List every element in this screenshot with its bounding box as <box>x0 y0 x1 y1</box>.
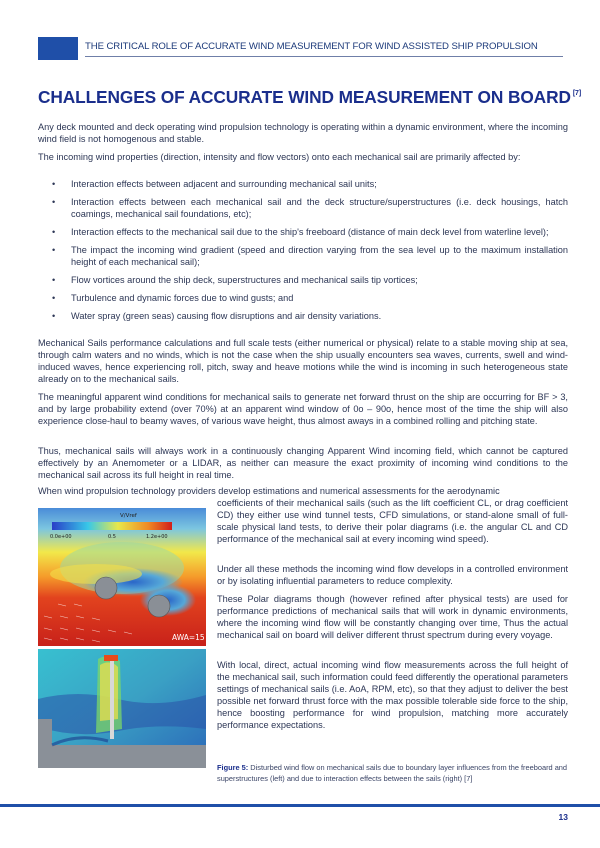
body-paragraph-8: These Polar diagrams though (however refined after physical tests) are used for performance predictions of mechanical sails that will work in dynamic environments, where the incoming wind flow will be constantly changing over time, Thus the actual mechanical sail on board will deliver different thrust spectrum during every voyage. <box>217 594 568 640</box>
page-title <box>38 87 581 108</box>
list-item-text: Water spray (green seas) causing flow disruptions and air density variations. <box>71 311 382 321</box>
colorbar-tick-mid: 0.5 <box>108 534 116 540</box>
page-number: 13 <box>558 812 568 822</box>
body-paragraph-4: The meaningful apparent wind conditions for mechanical sails to generate net forward thrust on the ship are occurring for BF > 3, and by large probability extend (over 70%) at an apparent wind window of 0o – 90o, hence most of the time the ship will also experience close-haul to beamy waves, of various wave height, thus almost aways in a combined rolling and pitching state. <box>38 392 568 426</box>
cfd-freeboard-image <box>38 649 206 768</box>
body-paragraph-6: coefficients of their mechanical sails (such as the lift coefficient CL, or drag coefficient CD) they either use wind tunnel tests, CFD simulations, or stand-alone small of full-scale physical land tests, to derive their polar diagrams (i.e. the angular CL and CD performance of the mechanical sail at every incoming wind speed). <box>217 498 568 544</box>
body-paragraph-5: Thus, mechanical sails will always work in a continuously changing Apparent Wind incoming field, which cannot be captured effectively by an Anemometer or a LIDAR, as neither can measure the exact proximity of incoming wind conditions to the mechanical sail across its full height in real time. <box>38 446 568 480</box>
cfd-two-sails-svg <box>38 508 212 646</box>
list-item <box>38 310 568 322</box>
colorbar-tick-min: 0.0e+00 <box>50 534 72 540</box>
bullet-icon: • <box>52 245 56 255</box>
header-rule <box>85 56 563 57</box>
list-item <box>38 292 568 304</box>
bullet-icon: • <box>52 227 56 237</box>
list-item-text: Interaction effects between adjacent and surrounding mechanical sail units; <box>71 179 377 189</box>
list-item <box>38 226 568 238</box>
body-paragraph-7: Under all these methods the incoming wind flow develops in a controlled environment or by isolating influential parameters to reduce complexity. <box>217 564 568 586</box>
list-item <box>38 274 568 286</box>
list-item-text: Interaction effects to the mechanical sail due to the ship's freeboard (distance of main deck level from waterline level); <box>71 227 549 237</box>
figure-caption-text: Disturbed wind flow on mechanical sails due to boundary layer influences from the freeboard and superstructures (left) and due to interaction effects between the sails (right) [7] <box>217 763 568 783</box>
list-item-text: Turbulence and dynamic forces due to wind gusts; and <box>71 293 294 303</box>
list-item <box>38 244 568 268</box>
footer-rule <box>0 804 600 807</box>
figure-caption <box>217 762 568 784</box>
cfd-two-sails-image <box>38 508 212 646</box>
intro-paragraph-1: Any deck mounted and deck operating wind propulsion technology is operating within a dynamic environment, where the incoming wind field is not homogenous and stable. <box>38 122 568 144</box>
intro-paragraph-2: The incoming wind properties (direction, intensity and flow vectors) onto each mechanical sail are primarily affected by: <box>38 152 521 162</box>
body-paragraph-6-lead: When wind propulsion technology providers develop estimations and numerical assessments for the aerodynamic <box>38 486 500 496</box>
body-paragraph-3: Mechanical Sails performance calculations and full scale tests (either numerical or physical) relate to a stable moving ship at sea, through calm waters and no winds, which is not the case when the ship usually encounters sea waves, currents, swell and wind-induced waves, hence experiencing roll, pitch, sway and heave motions while the wind is incoming in such heterogeneous state already on to the mechanical sails. <box>38 338 568 384</box>
running-header: THE CRITICAL ROLE OF ACCURATE WIND MEASUREMENT FOR WIND ASSISTED SHIP PROPULSION <box>85 41 538 52</box>
header-color-block <box>38 37 78 60</box>
awa-label: AWA=15 d <box>172 633 212 642</box>
title-reference: [7] <box>572 90 582 97</box>
colorbar-tick-max: 1.2e+00 <box>146 534 168 540</box>
cfd-freeboard-svg <box>38 649 206 768</box>
list-item-text: Interaction effects between each mechanical sail and the deck structure/superstructures (i.e. deck housings, hatch coamings, mechanical sail foundations, etc); <box>71 197 568 219</box>
figure-caption-label: Figure 5: <box>217 763 249 772</box>
bullet-icon: • <box>52 275 56 285</box>
bullet-icon: • <box>52 197 56 207</box>
list-item-text: Flow vortices around the ship deck, superstructures and mechanical sails tip vortices; <box>71 275 418 285</box>
bullet-icon: • <box>52 179 56 189</box>
body-paragraph-9: With local, direct, actual incoming wind flow measurements across the full height of the mechanical sail, such information could feed differently the operational parameters settings of mechanical sails (i.e. AoA, RPM, etc), so that they adjust to deliver the best possible net forward thrust force with the max possible tolerable side force to the ship, hence boosting performance for wind propulsion, matching more accurately performance expectations. <box>217 660 568 730</box>
factor-list <box>38 178 568 328</box>
list-item <box>38 196 568 220</box>
page-title-text: CHALLENGES OF ACCURATE WIND MEASUREMENT ON BOARD <box>38 87 571 107</box>
bullet-icon: • <box>52 311 56 321</box>
colorbar-title: V/Vref <box>120 513 137 519</box>
list-item <box>38 178 568 190</box>
list-item-text: The impact the incoming wind gradient (speed and direction varying from the sea level up to the maximum installation height of each mechanical sail); <box>71 245 568 267</box>
bullet-icon: • <box>52 293 56 303</box>
